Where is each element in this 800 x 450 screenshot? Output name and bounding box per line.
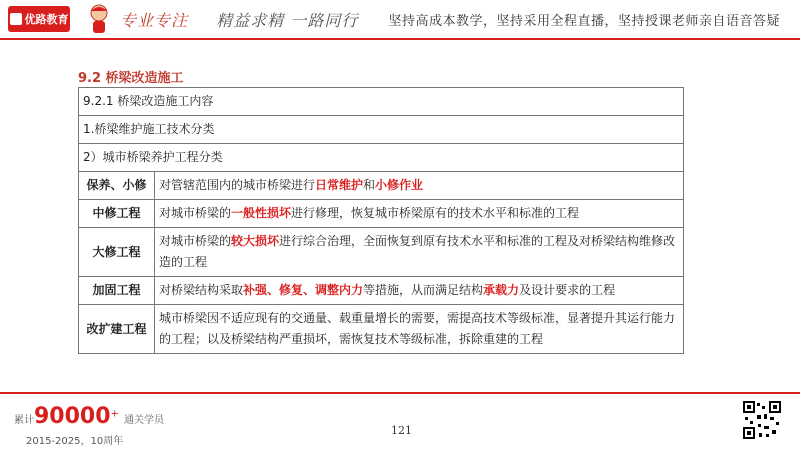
header-tagline: 坚持高成本教学，坚持采用全程直播，坚持授课老师亲自语音答疑	[388, 14, 780, 29]
desc-text: 进行综合治理，全面恢复到原有技术水平和标准的工程及对桥梁结构维修改造的工程	[159, 234, 676, 269]
desc-text: 对城市桥梁的	[159, 206, 232, 220]
table-row	[79, 88, 684, 116]
desc-text: 和	[363, 178, 376, 192]
desc-text: 对城市桥梁的	[159, 234, 232, 248]
slogan	[120, 8, 358, 31]
slogan-part3: 一路同行	[290, 11, 359, 30]
footer-stats	[14, 404, 164, 429]
desc-highlight: 承载力	[483, 283, 520, 297]
header	[0, 0, 800, 40]
desc-highlight: 小修作业	[375, 178, 424, 192]
desc-highlight: 一般性损坏	[231, 206, 292, 220]
desc-highlight: 较大损坏	[231, 234, 280, 248]
content-table	[78, 87, 684, 354]
table-row	[79, 144, 684, 172]
desc-highlight: 日常维护	[315, 178, 364, 192]
logo-text: 优路教育	[24, 13, 69, 26]
qr-code-icon	[742, 400, 782, 440]
desc-text: 及设计要求的工程	[519, 283, 616, 297]
logo-mark-icon	[10, 13, 22, 25]
row-desc-maintenance	[155, 172, 684, 200]
subsection-heading: 9.2.1 桥梁改造施工内容	[79, 88, 684, 116]
header-divider	[0, 38, 800, 40]
row-desc-reinforce	[155, 277, 684, 305]
desc-text: 进行修理，恢复城市桥梁原有的技术水平和标准的工程	[291, 206, 580, 220]
row-desc-medium	[155, 200, 684, 228]
row-desc-rebuild: 城市桥梁因不适应现有的交通量、载重量增长的需要，需提高技术等级标准，显著提升其运行能力的工程；以及桥梁结构严重损坏，需恢复技术等级标准，拆除重建的工程	[155, 305, 684, 354]
table-row	[79, 172, 684, 200]
mascot-icon	[84, 3, 114, 35]
row-desc-major	[155, 228, 684, 277]
row-label-reinforce: 加固工程	[79, 277, 155, 305]
footer-years: 2015-2025，10周年	[26, 436, 124, 447]
desc-text: 等措施，从而满足结构	[363, 283, 484, 297]
desc-highlight: 补强、修复、调整内力	[243, 283, 364, 297]
slogan-part1: 专业专注	[120, 11, 189, 30]
category-heading-1: 1.桥梁维护施工技术分类	[79, 116, 684, 144]
desc-text: 对管辖范围内的城市桥梁进行	[159, 178, 316, 192]
footer-divider	[0, 392, 800, 394]
table-row	[79, 277, 684, 305]
page-number: 121	[391, 424, 412, 437]
slogan-part2: 精益求精	[216, 11, 285, 30]
section-title: 9.2 桥梁改造施工	[78, 71, 184, 86]
stats-plus: +	[110, 408, 119, 420]
stats-number: 90000	[34, 404, 111, 429]
desc-text: 对桥梁结构采取	[159, 283, 244, 297]
table-row	[79, 200, 684, 228]
stats-suffix: 通关学员	[124, 415, 165, 426]
brand-logo	[8, 6, 70, 32]
table-row	[79, 305, 684, 354]
table-row	[79, 228, 684, 277]
category-heading-2: 2）城市桥梁养护工程分类	[79, 144, 684, 172]
row-label-rebuild: 改扩建工程	[79, 305, 155, 354]
row-label-major: 大修工程	[79, 228, 155, 277]
table-row	[79, 116, 684, 144]
row-label-maintenance: 保养、小修	[79, 172, 155, 200]
stats-prefix: 累计	[14, 415, 34, 426]
row-label-medium: 中修工程	[79, 200, 155, 228]
